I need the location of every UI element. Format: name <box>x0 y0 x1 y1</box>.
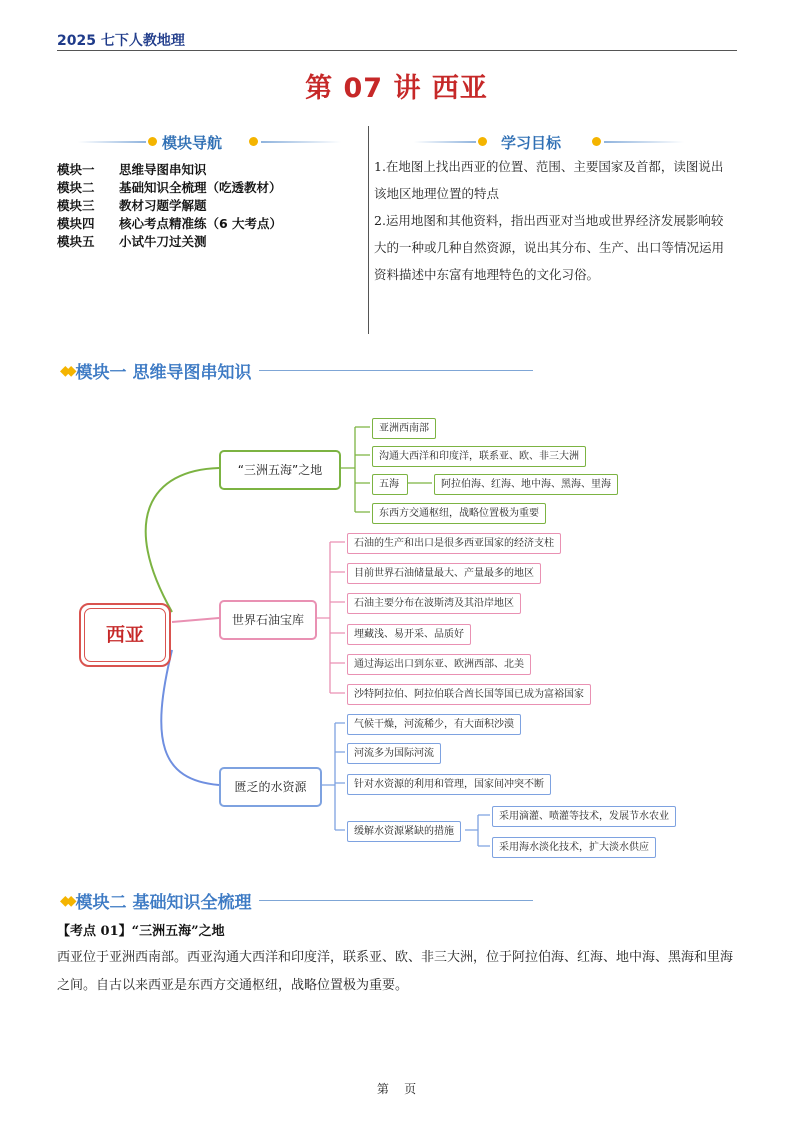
kaodian-title: 【考点 01】“三洲五海”之地 <box>57 924 225 939</box>
nav-item-key: 模块三 <box>57 198 95 213</box>
mindmap-leaf: 气候干燥，河流稀少，有大面积沙漠 <box>347 714 521 735</box>
mindmap-leaf-sub: 采用海水淡化技术，扩大淡水供应 <box>492 837 656 858</box>
mindmap-leaf-sub: 阿拉伯海、红海、地中海、黑海、里海 <box>434 474 618 495</box>
nav-heading: 模块导航 <box>162 134 223 152</box>
connector-branch1 <box>146 468 219 612</box>
mindmap-leaf: 石油主要分布在波斯湾及其沿岸地区 <box>347 593 521 614</box>
goal-item: 2.运用地图和其他资料，指出西亚对当地或世界经济发展影响较大的一种或几种自然资源，说出其分布、生产、出口等情况运用资料描述中东富有地理特色的文化习俗。 <box>374 213 725 282</box>
mindmap-root: 西亚 <box>84 608 166 662</box>
goals-heading: 学习目标 <box>501 134 562 152</box>
bracket-branch1 <box>339 427 370 512</box>
mindmap-leaf-sub: 采用滴灌、喷灌等技术，发展节水农业 <box>492 806 676 827</box>
nav-item-label: 小试牛刀过关测 <box>119 234 207 249</box>
module1-title: 模块一 思维导图串知识 <box>75 363 252 383</box>
kaodian-text: 西亚位于亚洲西南部。西亚沟通大西洋和印度洋，联系亚、欧、非三大洲，位于阿拉伯海、红海、地中海、黑海和里海之间。自古以来西亚是东西方交通枢纽，战略位置极为重要。 <box>57 950 734 993</box>
bracket-branch3-sub <box>465 815 490 846</box>
bracket-branch2 <box>315 542 345 693</box>
module2-title: 模块二 基础知识全梳理 <box>75 893 252 913</box>
mindmap-leaf: 缓解水资源紧缺的措施 <box>347 821 461 842</box>
mindmap-leaf: 亚洲西南部 <box>372 418 436 439</box>
double-chevron-icon: ◆◆ <box>60 892 72 909</box>
module2-line <box>259 900 533 901</box>
mindmap-leaf: 针对水资源的利用和管理，国家间冲突不断 <box>347 774 551 795</box>
page-footer: 第 页 <box>376 1082 417 1096</box>
module2-banner <box>60 888 533 913</box>
mindmap-leaf: 沙特阿拉伯、阿拉伯联合酋长国等国已成为富裕国家 <box>347 684 591 705</box>
nav-item-key: 模块一 <box>57 162 95 177</box>
double-chevron-icon: ◆◆ <box>60 362 72 379</box>
nav-item-label: 基础知识全梳理（吃透教材） <box>119 180 282 195</box>
mindmap-leaf: 通过海运出口到东亚、欧洲西部、北美 <box>347 654 531 675</box>
nav-item-key: 模块四 <box>57 216 95 231</box>
mindmap-leaf: 石油的生产和出口是很多西亚国家的经济支柱 <box>347 533 561 554</box>
connector-branch2 <box>172 618 219 622</box>
page-header: 2025 七下人教地理 <box>57 33 185 49</box>
nav-item-label: 思维导图串知识 <box>119 162 207 177</box>
mindmap-leaf: 东西方交通枢纽，战略位置极为重要 <box>372 503 546 524</box>
mindmap-leaf: 目前世界石油储量最大、产量最多的地区 <box>347 563 541 584</box>
connector-branch3 <box>161 650 219 785</box>
goal-item: 1.在地图上找出西亚的位置、范围、主要国家及首都，读图说出该地区地理位置的特点 <box>374 159 724 201</box>
bracket-branch3 <box>320 723 345 830</box>
mindmap-branch1: “三洲五海”之地 <box>219 450 341 490</box>
mindmap-branch3: 匮乏的水资源 <box>219 767 322 807</box>
nav-item-key: 模块五 <box>57 234 95 249</box>
mindmap-branch2: 世界石油宝库 <box>219 600 317 640</box>
nav-item-label: 核心考点精准练（6 大考点） <box>119 216 283 231</box>
page-title: 第 07 讲 西亚 <box>305 73 488 104</box>
nav-item-key: 模块二 <box>57 180 95 195</box>
mindmap-leaf: 沟通大西洋和印度洋，联系亚、欧、非三大洲 <box>372 446 586 467</box>
mindmap-leaf: 河流多为国际河流 <box>347 743 441 764</box>
mindmap-leaf: 埋藏浅、易开采、品质好 <box>347 624 471 645</box>
nav-item-label: 教材习题学解题 <box>119 198 207 213</box>
mindmap-leaf: 五海 <box>372 474 408 495</box>
